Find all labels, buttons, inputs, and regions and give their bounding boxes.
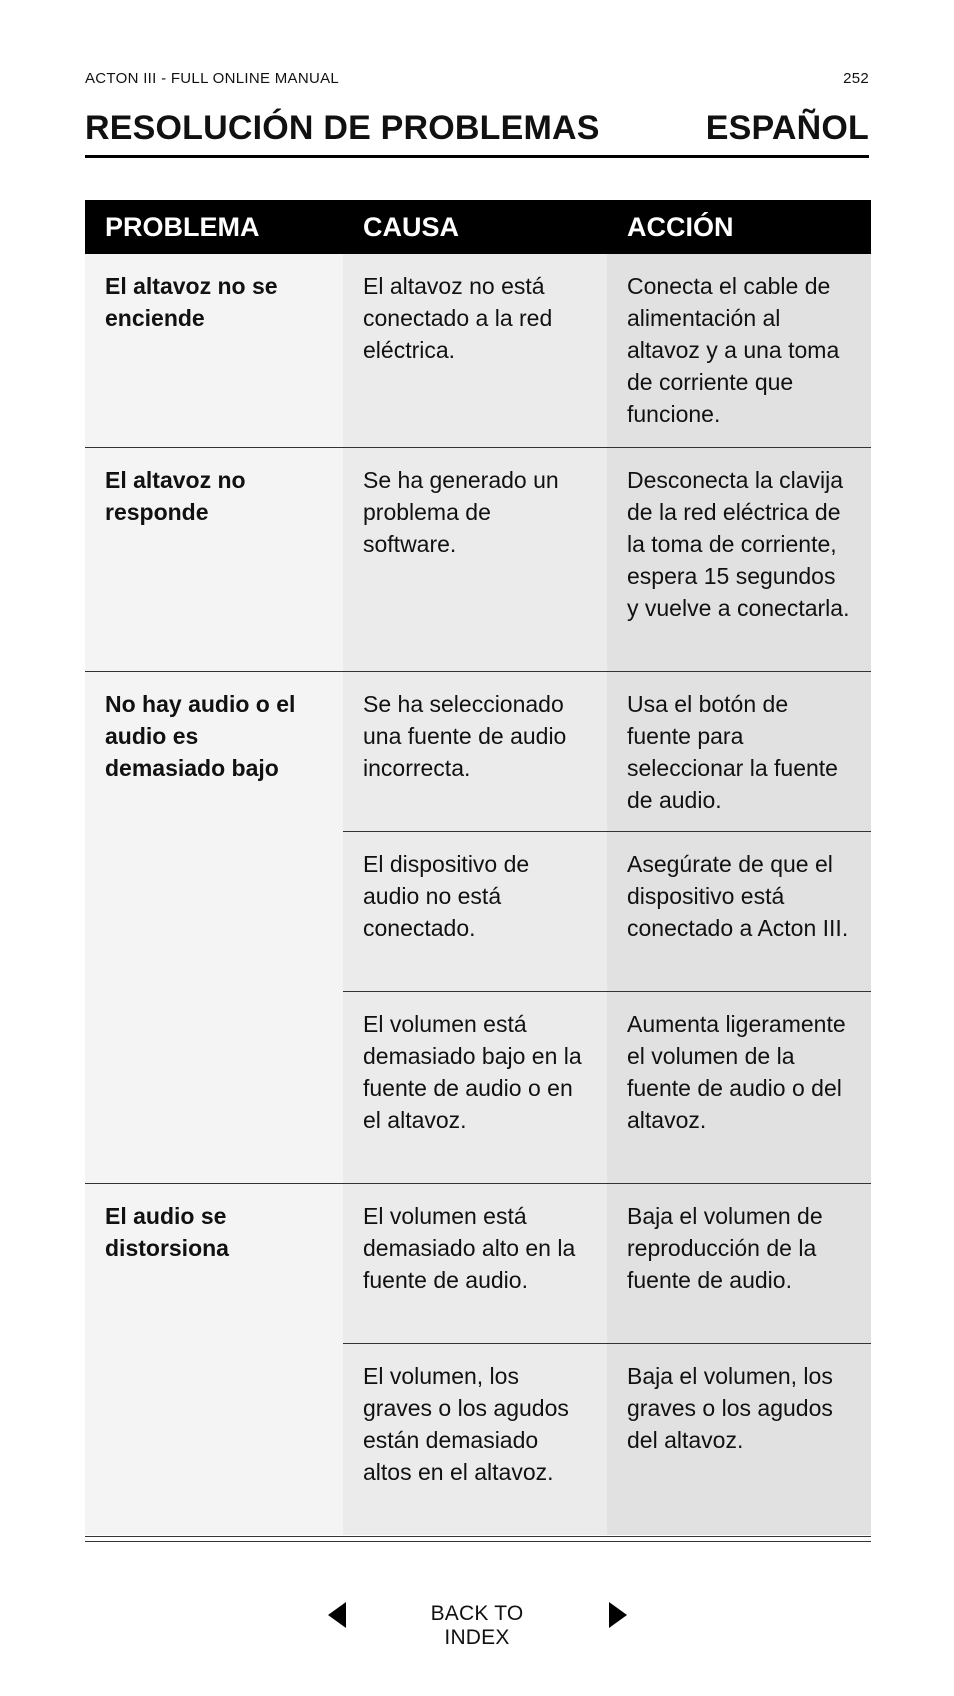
triangle-left-icon[interactable] [328, 1602, 346, 1628]
triangle-right-icon[interactable] [609, 1602, 627, 1628]
problem-cell: No hay audio o el audio es demasiado bajo [85, 671, 343, 1183]
section-title-bar [85, 108, 869, 158]
action-cell: Desconecta la clavija de la red eléctrica de la toma de corriente, espera 15 segundos y vuelve a conectarla. [607, 447, 871, 671]
table-bottom-rule [85, 1536, 871, 1542]
cause-cell: Se ha seleccionado una fuente de audio incorrecta. [343, 671, 607, 831]
cause-cell: Se ha generado un problema de software. [343, 447, 607, 671]
action-cell: Usa el botón de fuente para seleccionar la fuente de audio. [607, 671, 871, 831]
cause-cell: El dispositivo de audio no está conectado. [343, 831, 607, 991]
cause-cell: El volumen está demasiado bajo en la fuente de audio o en el altavoz. [343, 991, 607, 1183]
table-row [85, 447, 871, 671]
action-cell: Asegúrate de que el dispositivo está conectado a Acton III. [607, 831, 871, 991]
problem-cell: El audio se distorsiona [85, 1183, 343, 1535]
problem-cell: El altavoz no responde [85, 447, 343, 671]
page-header [85, 68, 869, 88]
column-header-problem: PROBLEMA [85, 200, 343, 254]
column-header-action: ACCIÓN [607, 200, 871, 254]
table-row [85, 254, 871, 447]
action-cell: Conecta el cable de alimentación al altavoz y a una toma de corriente que funcione. [607, 254, 871, 447]
action-cell: Baja el volumen, los graves o los agudos del altavoz. [607, 1343, 871, 1535]
page-navigation [0, 1600, 954, 1649]
table-row [85, 671, 871, 831]
problem-cell: El altavoz no se enciende [85, 254, 343, 447]
back-to-index-link[interactable]: BACK TO INDEX [430, 1602, 524, 1649]
cause-cell: El volumen está demasiado alto en la fuente de audio. [343, 1183, 607, 1343]
cause-cell: El volumen, los graves o los agudos están demasiado altos en el altavoz. [343, 1343, 607, 1535]
table-header-row [85, 200, 871, 254]
page-number: 252 [843, 69, 869, 87]
action-cell: Baja el volumen de reproducción de la fuente de audio. [607, 1183, 871, 1343]
section-title: RESOLUCIÓN DE PROBLEMAS [85, 109, 600, 147]
cause-cell: El altavoz no está conectado a la red eléctrica. [343, 254, 607, 447]
table-row [85, 1183, 871, 1343]
language-label: ESPAÑOL [705, 109, 869, 147]
manual-title: ACTON III - FULL ONLINE MANUAL [85, 69, 340, 87]
column-header-cause: CAUSA [343, 200, 607, 254]
troubleshooting-table [85, 200, 871, 1535]
action-cell: Aumenta ligeramente el volumen de la fuente de audio o del altavoz. [607, 991, 871, 1183]
